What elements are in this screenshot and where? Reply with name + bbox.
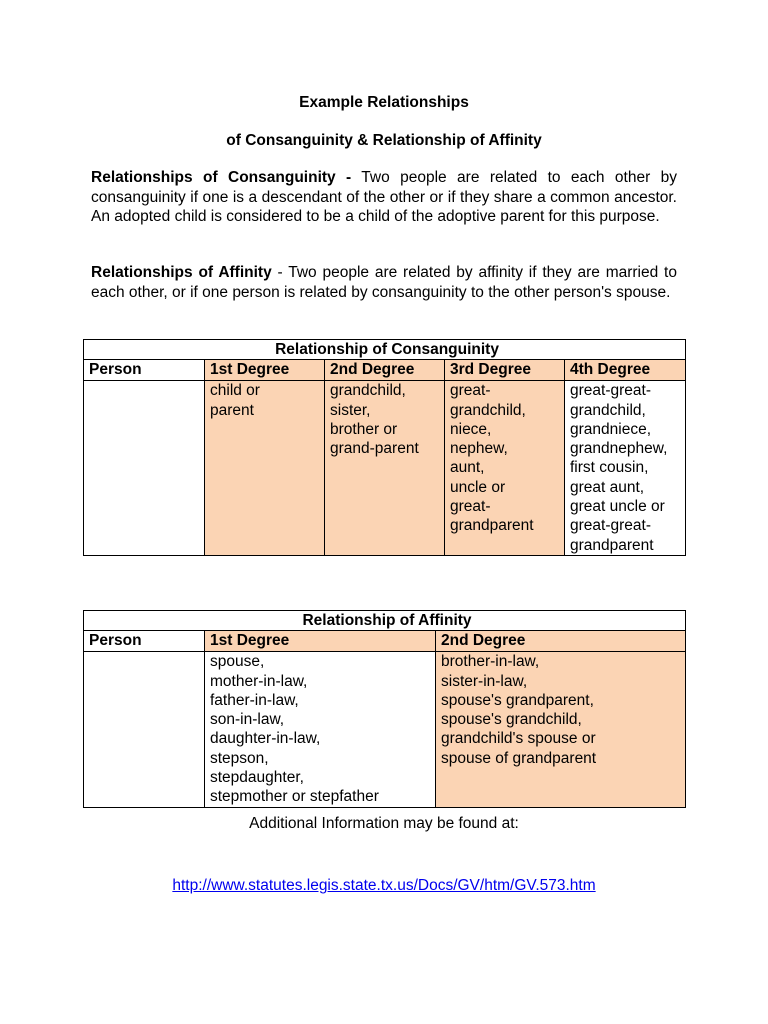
cell-line: uncle or <box>450 478 506 496</box>
cell-line: aunt, <box>450 459 485 477</box>
table-caption-row <box>84 611 686 631</box>
person-cell <box>84 652 205 807</box>
cell-line: grandchild, <box>330 382 406 400</box>
cell-line: stepmother or stepfather <box>210 788 379 806</box>
cell-line: sister, <box>330 401 371 419</box>
affinity-table-caption: Relationship of Affinity <box>84 611 686 631</box>
consanguinity-table <box>83 339 686 556</box>
cell-line: parent <box>210 401 254 419</box>
statutes-link-container <box>0 876 768 895</box>
cell-line: great-great- <box>570 382 651 400</box>
cell-line: niece, <box>450 420 492 438</box>
cell-line: great- <box>450 382 491 400</box>
consanguinity-table-caption: Relationship of Consanguinity <box>84 340 686 360</box>
table-row <box>84 381 686 556</box>
degree-4-cell <box>565 381 686 556</box>
cell-line: grand-parent <box>330 440 419 458</box>
document-subtitle: of Consanguinity & Relationship of Affinity <box>226 132 542 149</box>
degree-2-cell <box>436 652 686 807</box>
cell-line: grandchild's spouse or <box>441 730 596 748</box>
cell-line: first cousin, <box>570 459 649 477</box>
cell-line: brother or <box>330 420 398 438</box>
cell-line: grandnephew, <box>570 440 668 458</box>
affinity-definition <box>91 263 677 302</box>
header-1st-degree: 1st Degree <box>205 360 325 381</box>
cell-line: grandchild, <box>450 401 526 419</box>
header-2nd-degree: 2nd Degree <box>325 360 445 381</box>
degree-1-cell <box>205 652 436 807</box>
cell-line: grandparent <box>570 536 654 554</box>
header-1st-degree: 1st Degree <box>205 631 436 652</box>
affinity-table <box>83 610 686 808</box>
affinity-text: - Two people are related by affinity if they are married to each other, or if one person is related by consanguinity to the other person's spouse. <box>91 264 677 301</box>
cell-line: spouse of grandparent <box>441 749 597 767</box>
consanguinity-term: Relationships of Consanguinity - <box>91 169 352 186</box>
cell-line: nephew, <box>450 440 508 458</box>
cell-line: sister-in-law, <box>441 672 528 690</box>
cell-line: spouse's grandchild, <box>441 711 582 729</box>
cell-line: child or <box>210 382 260 400</box>
header-4th-degree: 4th Degree <box>565 360 686 381</box>
statutes-link[interactable]: http://www.statutes.legis.state.tx.us/Docs/GV/htm/GV.573.htm <box>172 877 596 894</box>
cell-line: spouse's grandparent, <box>441 691 594 709</box>
cell-line: great-great- <box>570 517 651 535</box>
additional-info-text: Additional Information may be found at: <box>249 815 519 832</box>
cell-line: great uncle or <box>570 498 665 516</box>
degree-3-cell <box>445 381 565 556</box>
header-2nd-degree: 2nd Degree <box>436 631 686 652</box>
cell-line: son-in-law, <box>210 711 285 729</box>
cell-line: great aunt, <box>570 478 645 496</box>
table-header-row <box>84 360 686 381</box>
cell-line: mother-in-law, <box>210 672 308 690</box>
header-person: Person <box>84 360 205 381</box>
cell-line: great- <box>450 498 491 516</box>
affinity-term: Relationships of Affinity <box>91 264 272 281</box>
cell-line: brother-in-law, <box>441 653 540 671</box>
cell-line: stepdaughter, <box>210 769 304 787</box>
table-row <box>84 652 686 807</box>
header-person: Person <box>84 631 205 652</box>
table-caption-row <box>84 340 686 360</box>
cell-line: grandparent <box>450 517 534 535</box>
cell-line: father-in-law, <box>210 691 299 709</box>
cell-line: grandchild, <box>570 401 646 419</box>
cell-line: spouse, <box>210 653 265 671</box>
table-header-row <box>84 631 686 652</box>
header-3rd-degree: 3rd Degree <box>445 360 565 381</box>
consanguinity-definition <box>91 168 677 227</box>
person-cell <box>84 381 205 556</box>
cell-line: daughter-in-law, <box>210 730 321 748</box>
consanguinity-text: Two people are related to each other by consanguinity if one is a descendant of the other or if they share a common ancestor. An adopted child is considered to be a child of the adoptive parent for this purpose. <box>91 169 677 225</box>
cell-line: stepson, <box>210 749 269 767</box>
cell-line: grandniece, <box>570 420 652 438</box>
document-title: Example Relationships <box>299 94 469 111</box>
degree-2-cell <box>325 381 445 556</box>
degree-1-cell <box>205 381 325 556</box>
